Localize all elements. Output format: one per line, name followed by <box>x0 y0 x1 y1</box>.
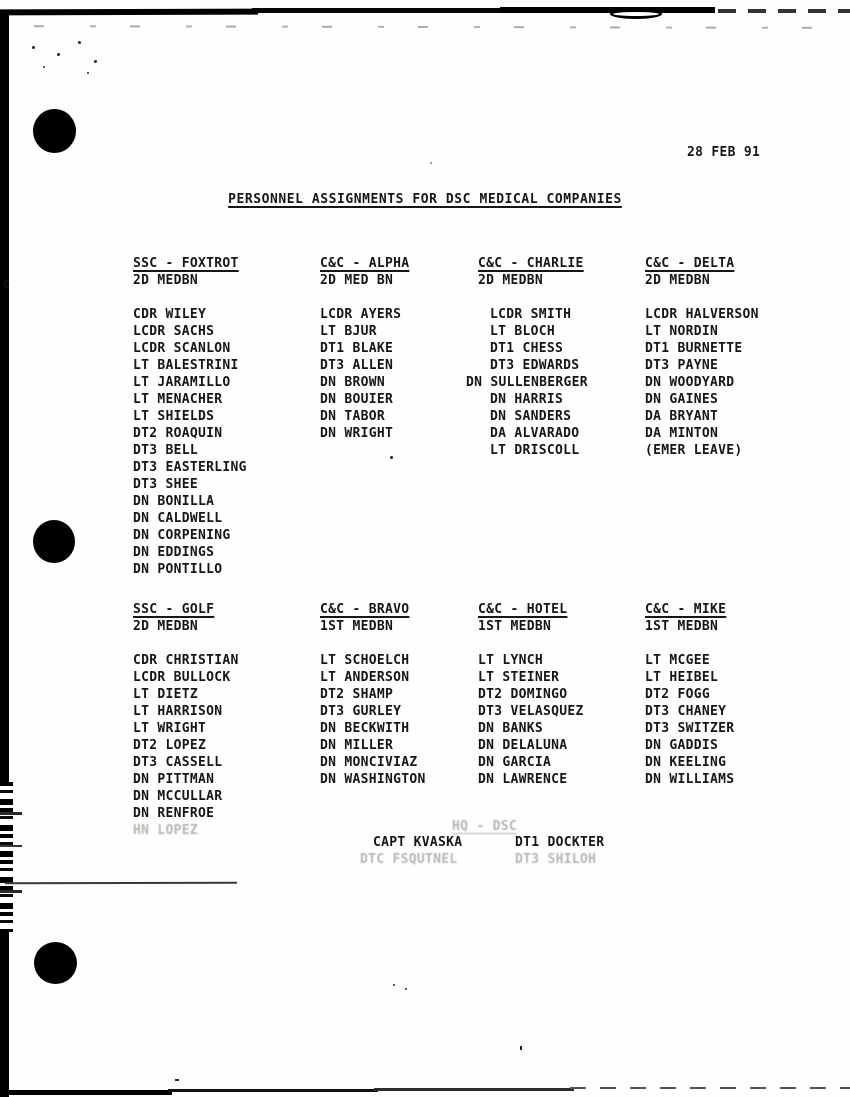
personnel-entry: DT3 ALLEN <box>320 358 394 373</box>
personnel-roster <box>133 652 333 839</box>
personnel-roster <box>645 652 845 788</box>
company-name: C&C - ALPHA <box>320 256 410 271</box>
top-scan-edge-bar <box>252 8 508 13</box>
personnel-entry: DT3 GURLEY <box>320 704 402 719</box>
company-name: SSC - FOXTROT <box>133 256 239 271</box>
personnel-roster <box>645 306 845 459</box>
ink-speck <box>78 41 81 44</box>
personnel-entry: DN RENFROE <box>133 806 215 821</box>
top-edge-dashes <box>718 9 850 13</box>
personnel-entry: DN PITTMAN <box>133 772 215 787</box>
personnel-entry: DT3 SWITZER <box>645 721 735 736</box>
ink-speck <box>32 46 35 49</box>
left-edge-stripes <box>0 790 22 910</box>
personnel-entry: LCDR SMITH <box>490 307 572 322</box>
battalion-label: 2D MED BN <box>320 273 394 288</box>
ink-speck <box>94 60 97 63</box>
bottom-edge-dashes <box>570 1087 850 1089</box>
personnel-entry: LCDR AYERS <box>320 307 402 322</box>
personnel-entry: DN GAINES <box>645 392 719 407</box>
personnel-entry: LT BALESTRINI <box>133 358 239 373</box>
personnel-entry: DN GADDIS <box>645 738 719 753</box>
personnel-entry: DA ALVARADO <box>490 426 580 441</box>
bottom-scan-edge-bar <box>0 1090 172 1095</box>
personnel-entry: (EMER LEAVE) <box>645 443 743 458</box>
personnel-entry: DN BONILLA <box>133 494 215 509</box>
hq-heading: HQ - DSC <box>452 819 518 834</box>
personnel-entry: LT BJUR <box>320 324 377 339</box>
personnel-entry: LCDR SACHS <box>133 324 215 339</box>
battalion-label: 2D MEDBN <box>133 619 199 634</box>
personnel-entry: DN BANKS <box>478 721 544 736</box>
company-column <box>133 601 333 839</box>
personnel-entry: LT MENACHER <box>133 392 223 407</box>
personnel-entry: DT2 LOPEZ <box>133 738 207 753</box>
personnel-entry: DN DELALUNA <box>478 738 568 753</box>
page-title: PERSONNEL ASSIGNMENTS FOR DSC MEDICAL COMPANIES <box>228 192 622 207</box>
personnel-entry: DA BRYANT <box>645 409 719 424</box>
personnel-entry: DT2 SHAMP <box>320 687 394 702</box>
personnel-entry: LT SHIELDS <box>133 409 215 424</box>
personnel-entry: DT1 CHESS <box>490 341 564 356</box>
personnel-entry: DT3 CASSELL <box>133 755 223 770</box>
personnel-entry: DN SULLENBERGER <box>466 375 588 390</box>
personnel-entry: DT2 ROAQUIN <box>133 426 223 441</box>
personnel-entry: DT2 DOMINGO <box>478 687 568 702</box>
personnel-entry: HN LOPEZ <box>133 823 199 838</box>
ink-speck <box>87 72 89 74</box>
personnel-entry: DN MILLER <box>320 738 394 753</box>
personnel-entry: DT3 EASTERLING <box>133 460 247 475</box>
personnel-entry: LT WRIGHT <box>133 721 207 736</box>
bottom-scan-edge-bar <box>374 1088 574 1091</box>
hole-punch-mark <box>34 942 77 984</box>
company-name: C&C - MIKE <box>645 602 727 617</box>
personnel-entry: DN MCCULLAR <box>133 789 223 804</box>
battalion-label: 1ST MEDBN <box>478 619 552 634</box>
top-edge-oval-mark <box>610 9 662 19</box>
personnel-roster <box>133 306 333 578</box>
personnel-entry: DN WILLIAMS <box>645 772 735 787</box>
personnel-entry: DN GARCIA <box>478 755 552 770</box>
personnel-entry: DT3 SHEE <box>133 477 199 492</box>
ink-speck <box>405 988 407 990</box>
personnel-entry: DN WRIGHT <box>320 426 394 441</box>
hq-person-faded: DT3 SHILOH <box>515 852 597 867</box>
personnel-entry: DN HARRIS <box>490 392 564 407</box>
personnel-entry: DN BECKWITH <box>320 721 410 736</box>
personnel-entry: DN BOUIER <box>320 392 394 407</box>
ink-speck <box>390 456 393 459</box>
personnel-entry: LT DIETZ <box>133 687 199 702</box>
personnel-entry: DN CORPENING <box>133 528 231 543</box>
personnel-entry: LT MCGEE <box>645 653 711 668</box>
company-name: C&C - DELTA <box>645 256 735 271</box>
ink-speck <box>430 162 432 164</box>
personnel-entry: DT3 BELL <box>133 443 199 458</box>
company-name: C&C - CHARLIE <box>478 256 584 271</box>
personnel-entry: LT HEIBEL <box>645 670 719 685</box>
personnel-entry: LT DRISCOLL <box>490 443 580 458</box>
hq-person: DT1 DOCKTER <box>515 835 605 850</box>
company-name: C&C - HOTEL <box>478 602 568 617</box>
personnel-entry: DT3 CHANEY <box>645 704 727 719</box>
ink-speck <box>175 1079 179 1081</box>
hole-punch-mark <box>33 109 76 153</box>
personnel-entry: LT SCHOELCH <box>320 653 410 668</box>
horizontal-rule <box>5 882 237 884</box>
personnel-entry: DN EDDINGS <box>133 545 215 560</box>
hq-person: CAPT KVASKA <box>373 835 463 850</box>
personnel-entry: CDR WILEY <box>133 307 207 322</box>
top-scan-edge-bar <box>0 9 258 16</box>
personnel-entry: LT JARAMILLO <box>133 375 231 390</box>
battalion-label: 2D MEDBN <box>133 273 199 288</box>
battalion-label: 2D MEDBN <box>645 273 711 288</box>
ink-speck <box>393 984 395 986</box>
personnel-entry: LT STEINER <box>478 670 560 685</box>
hq-person-faded: DTC FSQUTNEL <box>360 852 458 867</box>
battalion-label: 1ST MEDBN <box>320 619 394 634</box>
personnel-entry: DN SANDERS <box>490 409 572 424</box>
document-date: 28 FEB 91 <box>687 145 761 160</box>
ink-speck <box>43 66 45 68</box>
personnel-entry: LCDR HALVERSON <box>645 307 759 322</box>
personnel-entry: LT LYNCH <box>478 653 544 668</box>
personnel-entry: DN WASHINGTON <box>320 772 426 787</box>
hole-punch-mark <box>33 520 75 563</box>
battalion-label: 2D MEDBN <box>478 273 544 288</box>
left-scan-edge-bar <box>0 14 9 1097</box>
company-name: C&C - BRAVO <box>320 602 410 617</box>
personnel-entry: LT ANDERSON <box>320 670 410 685</box>
battalion-label: 1ST MEDBN <box>645 619 719 634</box>
personnel-entry: LT HARRISON <box>133 704 223 719</box>
personnel-entry: DN TABOR <box>320 409 386 424</box>
ink-speck <box>520 1046 522 1050</box>
personnel-entry: DN LAWRENCE <box>478 772 568 787</box>
personnel-entry: DN WOODYARD <box>645 375 735 390</box>
personnel-entry: DT3 PAYNE <box>645 358 719 373</box>
company-column <box>645 601 845 788</box>
personnel-entry: DT3 VELASQUEZ <box>478 704 584 719</box>
personnel-entry: DT1 BURNETTE <box>645 341 743 356</box>
personnel-entry: DA MINTON <box>645 426 719 441</box>
personnel-entry: DN KEELING <box>645 755 727 770</box>
personnel-entry: LT NORDIN <box>645 324 719 339</box>
top-scratch-line <box>0 25 850 29</box>
ink-speck <box>57 53 60 56</box>
personnel-entry: DT2 FOGG <box>645 687 711 702</box>
personnel-entry: DN CALDWELL <box>133 511 223 526</box>
company-name: SSC - GOLF <box>133 602 215 617</box>
personnel-entry: DN MONCIVIAZ <box>320 755 418 770</box>
personnel-entry: DN BROWN <box>320 375 386 390</box>
personnel-entry: LT BLOCH <box>490 324 556 339</box>
company-column <box>133 255 333 578</box>
top-scan-edge-bar <box>500 7 715 13</box>
company-column <box>645 255 845 459</box>
personnel-entry: LCDR BULLOCK <box>133 670 231 685</box>
personnel-entry: DT3 EDWARDS <box>490 358 580 373</box>
personnel-entry: CDR CHRISTIAN <box>133 653 239 668</box>
personnel-entry: LCDR SCANLON <box>133 341 231 356</box>
personnel-entry: DT1 BLAKE <box>320 341 394 356</box>
personnel-entry: DN PONTILLO <box>133 562 223 577</box>
left-margin-mark: C <box>3 278 10 291</box>
bottom-scan-edge-bar <box>168 1089 378 1092</box>
